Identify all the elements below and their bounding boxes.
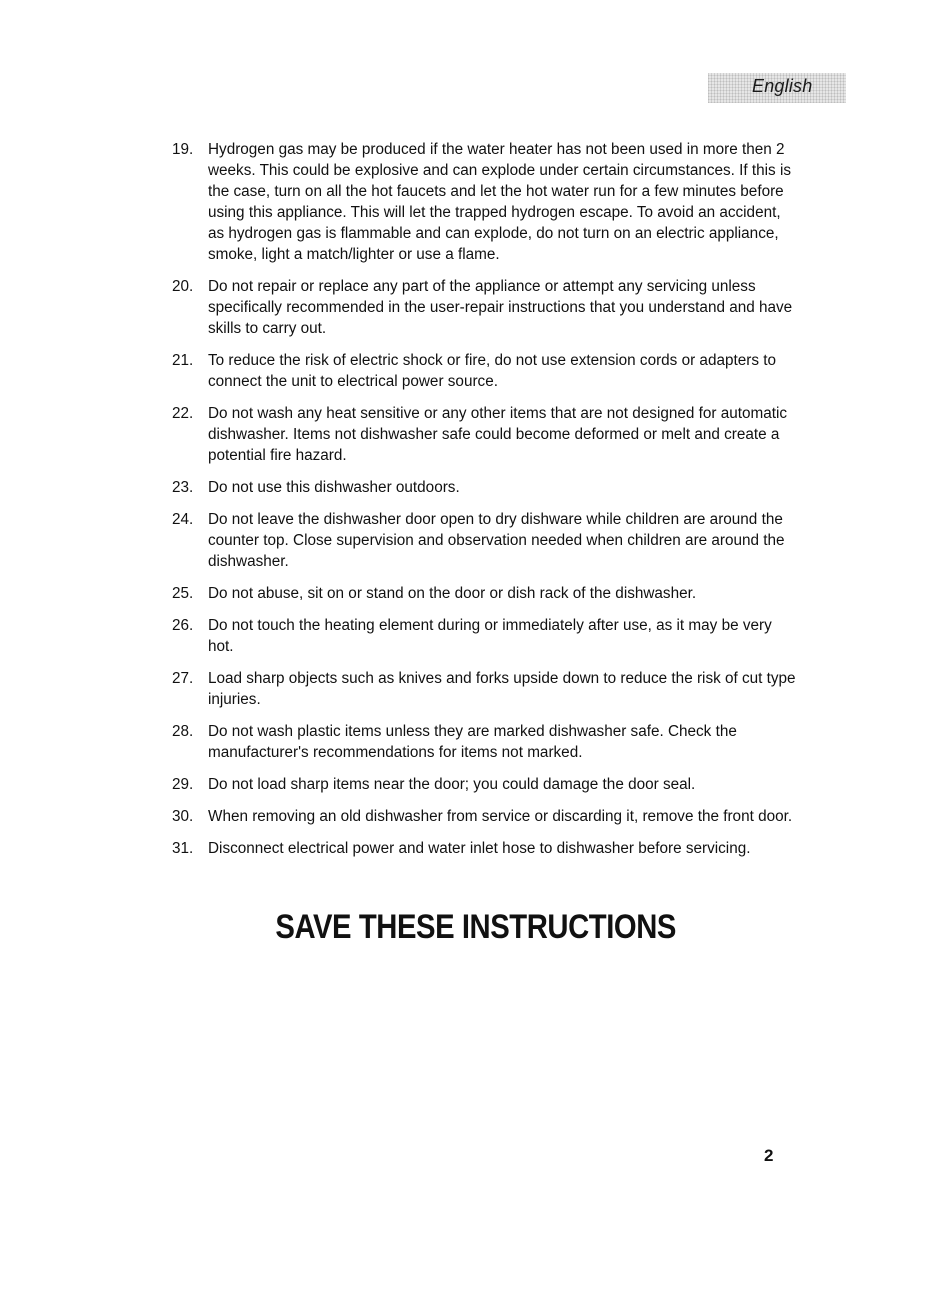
item-number: 22.	[172, 405, 194, 422]
list-item	[172, 838, 796, 859]
item-text: Do not wash any heat sensitive or any other items that are not designed for automatic dishwasher. Items not dishwasher safe could become deformed or melt and create a potential fire hazard.	[208, 405, 788, 464]
item-number: 28.	[172, 723, 194, 740]
list-item	[172, 477, 796, 498]
item-text: To reduce the risk of electric shock or fire, do not use extension cords or adapters to connect the unit to electrical power source.	[208, 352, 776, 390]
list-item	[172, 350, 796, 392]
item-number: 30.	[172, 808, 194, 825]
list-item	[172, 276, 796, 339]
item-text: Do not repair or replace any part of the appliance or attempt any servicing unless specifically recommended in the user-repair instructions that you understand and have skills to carry out.	[208, 278, 793, 337]
item-number: 27.	[172, 670, 194, 687]
list-item	[172, 774, 796, 795]
item-number: 19.	[172, 141, 194, 158]
list-item	[172, 509, 796, 572]
item-number: 26.	[172, 617, 194, 634]
list-item	[172, 583, 796, 604]
page-number: 2	[764, 1146, 774, 1165]
item-number: 24.	[172, 511, 194, 528]
item-number: 23.	[172, 479, 194, 496]
item-number: 25.	[172, 585, 194, 602]
item-text: Do not load sharp items near the door; you could damage the door seal.	[208, 776, 696, 793]
item-text: Do not abuse, sit on or stand on the door or dish rack of the dishwasher.	[208, 585, 697, 602]
item-text: Do not leave the dishwasher door open to dry dishware while children are around the counter top. Close supervision and observation needed when children are around the dishwasher.	[208, 511, 785, 570]
item-text: Disconnect electrical power and water inlet hose to dishwasher before servicing.	[208, 840, 751, 857]
item-text: Do not touch the heating element during or immediately after use, as it may be very hot.	[208, 617, 772, 655]
list-item	[172, 806, 796, 827]
list-item	[172, 403, 796, 466]
item-text: Hydrogen gas may be produced if the water heater has not been used in more then 2 weeks. This could be explosive and can explode under certain circumstances. If this is the case, turn on all the hot faucets and let the hot water run for a few minutes before using this appliance. This will let the trapped hydrogen escape. To avoid an accident, as hydrogen gas is flammable and can explode, do not turn on an electric appliance, smoke, light a match/lighter or use a flame.	[208, 141, 791, 263]
list-item	[172, 139, 796, 265]
item-text: Load sharp objects such as knives and forks upside down to reduce the risk of cut type injuries.	[208, 670, 796, 708]
list-item	[172, 615, 796, 657]
list-item	[172, 721, 796, 763]
list-item	[172, 668, 796, 710]
item-number: 31.	[172, 840, 194, 857]
item-number: 20.	[172, 278, 194, 295]
item-number: 21.	[172, 352, 194, 369]
instruction-list	[172, 139, 796, 870]
item-text: Do not use this dishwasher outdoors.	[208, 479, 460, 496]
save-instructions-heading: SAVE THESE INSTRUCTIONS	[275, 908, 676, 946]
language-label: English	[752, 76, 813, 96]
item-number: 29.	[172, 776, 194, 793]
item-text: When removing an old dishwasher from service or discarding it, remove the front door.	[208, 808, 793, 825]
item-text: Do not wash plastic items unless they are marked dishwasher safe. Check the manufacturer's recommendations for items not marked.	[208, 723, 737, 761]
